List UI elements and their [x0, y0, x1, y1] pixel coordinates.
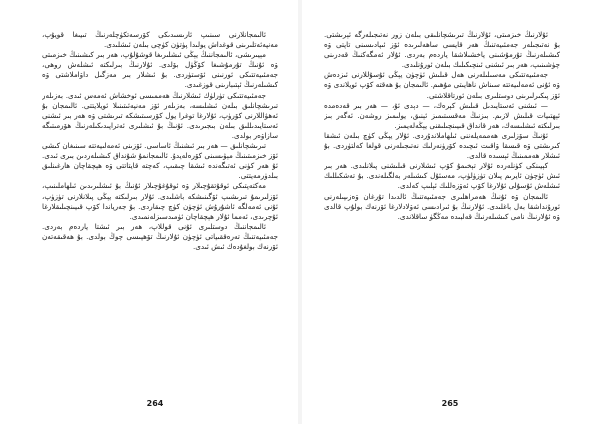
right-page-text: [324, 30, 560, 382]
left-page-text: [42, 30, 278, 382]
paragraph: ئۇلارنىڭ خىزمىتى، ئۇلارنىڭ تىرىشچانلىقى بىلەن زور نەتىجىلەرگە ئېرىشتى. بۇ نەتىجىلەر جەمئىيەتنىڭ ھەر قايسى ساھەلىرىدە ئۆز ئىپادىسىنى تاپتى ۋە كىشىلەرنىڭ تۇرمۇشىنى ياخشىلاشقا ياردەم بەردى. ئۇلار ئەمگەكنىڭ قەدرىنى چۈشىنىپ، ھەر بىر ئىشنى ئىنچىكىلىك بىلەن ئورۇنلىدى.: [324, 30, 560, 70]
paragraph: كېيىنكى كۈنلەردە ئۇلار تېخىمۇ كۆپ ئىشلارنى قىلىشنى پىلانلىدى. ھەر بىر ئىش ئۈچۈن ئايرىم پىلان تۈزۈلۈپ، مەسئۇل كىشىلەر بەلگىلەندى. بۇ تەشكىللىك ئىشلەش ئۇسۇلى ئۇلارغا كۆپ ئەۋزەللىك ئېلىپ كەلدى.: [324, 161, 560, 191]
paragraph: ئالىمجاننىڭ دوستلىرى ئۇنى قوللاپ، ھەر بىر ئىشتا ياردەم بەردى. جەمئىيەتنىڭ تەرەققىياتى ئۈچۈن ئۇلارنىڭ تۆھپىسى چوڭ بولدى. بۇ ھەقىقەتەن ئۆرنەك بولغۇدەك ئىش ئىدى.: [42, 221, 278, 251]
paragraph: جەمئىيەتتىكى تۈرلۈك ئىشلارنىڭ ھەممىسى ئوخشاش ئەمەس ئىدى. بەزىلەر تىرىشچانلىق بىلەن ئىشلىسە، بەزىلەر ئۆز مەنپەئىتىنىلا ئويلايتتى. ئالىمجان بۇ ئەھۋاللارنى كۆرۈپ، ئۇلارغا توغرا يول كۆرسىتىشكە تىرىشتى ۋە ھەر بىر ئىشنى ئەستايىدىللىق بىلەن بىجىرىدى. ئۇنىڭ بۇ ئىشلىرى ئەتراپىدىكىلەرنىڭ ھۆرمىتىگە سازاۋەر بولدى.: [42, 90, 278, 140]
paragraph: — ئىشنى ئەستايىدىل قىلىش كېرەك، — دېدى ئۇ، — ھەر بىر قەدەمدە ئېھتىيات قىلىش لازىم. بىزنىڭ مەقسىتىمىز ئېنىق، يولىمىز روشەن. ئەگەر بىز بىرلىكتە ئىشلىسەك، ھەر قانداق قىيىنچىلىقنى يېڭەلەيمىز.: [324, 100, 560, 130]
paragraph: ئالىمجان ۋە ئۇنىڭ ھەمراھلىرى جەمئىيەتنىڭ ئالدىدا تۇرغان ۋەزىپىلەرنى ئورۇنداشقا بەل باغلىدى. ئۇلارنىڭ بۇ ئىرادىسى ئەۋلادلارغا ئۆرنەك بولۇپ قالدى ۋە ئۇلارنىڭ نامى كىشىلەرنىڭ قەلبىدە مەڭگۈ ساقلاندى.: [324, 191, 560, 221]
paragraph: مېيىرىشى، ئالىمجاننىڭ يېڭى ئىشلىرىغا قوشۇلۇپ، ھەر بىر كىشىنىڭ خىزمىتى ۋە ئۇنىڭ تۇرمۇشىغا كۆڭۈل بۆلدى. ئۇلارنىڭ بىرلىكتە ئىشلەش روھى، جەمئىيەتتىكى ئورنىنى ئۆستۈردى. بۇ ئىشلار بىر مەزگىل داۋاملاشتى ۋە كىشىلەرنىڭ ئېتىبارىنى قوزغىدى.: [42, 50, 278, 90]
page-number: 264: [146, 399, 164, 408]
paragraph: تىرىشچانلىق — ھەر بىر ئىشنىڭ ئاساسى. ئۆزىنى ئەمەلىيەتتە سىنىغان كىشى ئۆز خىزمىتىنىڭ مېۋىسىنى كۆرەلەيدۇ. ئالىمجانمۇ شۇنداق كىشىلەردىن بىرى ئىدى. ئۇ ھەر كۈنى ئەتىگەندە ئىشقا چىقىپ، كەچتە قايتاتتى ۋە ھېچقاچان ھارغىنلىق بىلدۈرمەيتتى.: [42, 141, 278, 181]
page-number: 265: [441, 399, 459, 408]
paragraph: مەكتەپتىكى ئوقۇتقۇچىلار ۋە ئوقۇغۇچىلار ئۇنىڭ بۇ ئىشلىرىدىن ئىلھاملىنىپ، ئۆزلىرىمۇ تىرىشىپ ئۆگىنىشكە باشلىدى. ئۇلار بىرلىكتە يېڭى پىلانلارنى تۈزۈپ، ئۇنى ئەمەلگە ئاشۇرۇش ئۈچۈن كۈچ چىقاردى. بۇ جەرياندا كۆپ قىيىنچىلىقلارغا ئۇچرىدى، ئەمما ئۇلار ھېچقاچان ئۈمىدسىزلەنمىدى.: [42, 181, 278, 221]
paragraph: ئالىمجانلارنى سىنىپ ئارىسىدىكى كۆرسەتكۈچلەرنىڭ تىيىغا قويۇپ، مەنپەئەتلىرىنى قوغداش يولىدا پۈتۈن كۈچى بىلەن ئىشلىدى.: [42, 30, 278, 50]
right-page: [300, 0, 600, 424]
paragraph: جەمئىيەتتىكى مەسىلىلەرنى ھەل قىلىش ئۈچۈن يېڭى ئۇسۇللارنى ئىزدەش ۋە ئۇنى ئەمەلىيەتتە سىناش ناھايىتى مۇھىم. ئالىمجان بۇ ھەقتە كۆپ ئويلاندى ۋە ئۆز پىكىرلىرىنى دوستلىرى بىلەن ئورتاقلاشتى.: [324, 70, 560, 100]
paragraph: ئۇنىڭ سۆزلىرى ھەممەيلەننى ئىلھاملاندۇردى. ئۇلار يېڭى كۈچ بىلەن ئىشقا كىرىشتى ۋە قىسقا ۋاقىت ئىچىدە كۆرۈنەرلىك نەتىجىلەرنى قولغا كەلتۈردى. بۇ ئىشلار ھەممىنىڭ ئېسىدە قالدى.: [324, 130, 560, 161]
